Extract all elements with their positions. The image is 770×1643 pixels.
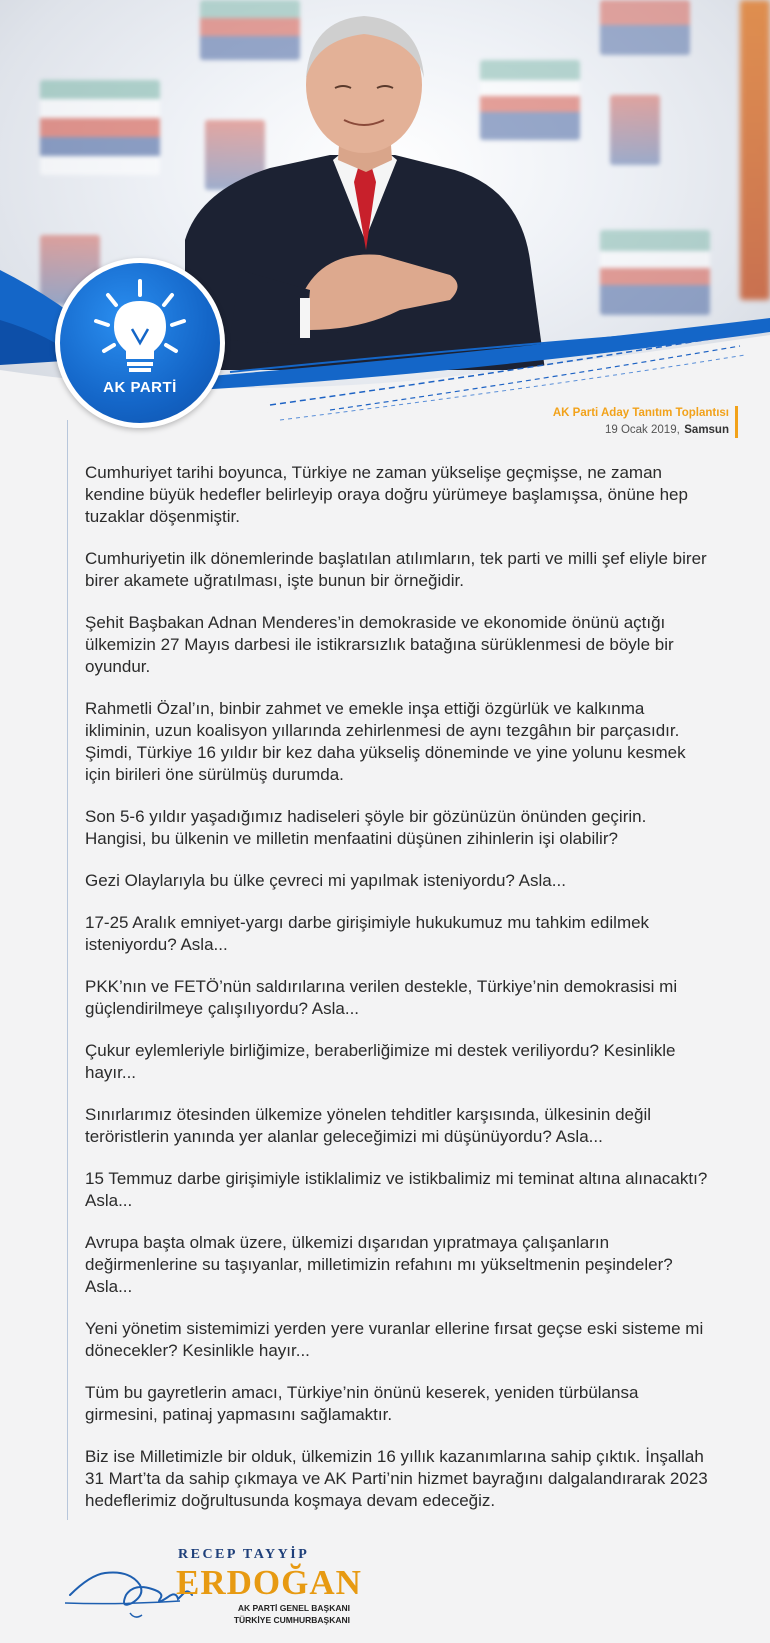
paragraph: Biz ise Milletimizle bir olduk, ülkemizin 16 yıllık kazanımlarına sahip çıktık. İnşallah 31 Mart’ta da sahip çıkmaya ve AK Parti’nin hizmet bayrağını dalgalandırarak 2023 hedeflerimiz doğrultusunda koşmaya devam edeceğiz. (85, 1447, 708, 1510)
lightbulb-icon (60, 263, 220, 423)
logo-label: AK PARTİ (103, 379, 177, 396)
paragraph: Avrupa başta olmak üzere, ülkemizi dışarıdan yıpratmaya çalışanların değirmenlerine su taşıyanlar, milletimizin refahını mı yükseltmenin peşindeler? Asla... (85, 1233, 673, 1296)
paragraph: Son 5-6 yıldır yaşadığımız hadiseleri şöyle bir gözünüzün önünden geçirin. Hangisi, bu ülkenin ve milletin menfaatini düşünen zihinlerin işi olabilir? (85, 807, 647, 848)
signature-title-president: TÜRKİYE CUMHURBAŞKANI (233, 1615, 350, 1625)
paragraph: Tüm bu gayretlerin amacı, Türkiye’nin önünü keserek, yeniden türbülansa girmesini, patinaj yapmasını sağlamaktır. (85, 1383, 639, 1424)
paragraph: Şehit Başbakan Adnan Menderes’in demokraside ve ekonomide önünü açtığı ülkemizin 27 Mayıs darbesi ile istikrarsızlık batağına sürüklenmesi de böyle bir oyundur. (85, 613, 674, 676)
signature-title-party: AK PARTİ GENEL BAŞKANI (237, 1603, 350, 1613)
paragraph: Yeni yönetim sistemimizi yerden yere vuranlar ellerine fırsat geçse eski sisteme mi dönecekler? Kesinlikle hayır... (85, 1319, 704, 1360)
paragraph: Çukur eylemleriyle birliğimize, beraberliğimize mi destek veriliyordu? Kesinlikle hayır... (85, 1041, 676, 1082)
event-info (553, 406, 738, 438)
paragraph: Gezi Olaylarıyla bu ülke çevreci mi yapılmak isteniyordu? Asla... (85, 871, 566, 890)
event-city: Samsun (684, 424, 729, 436)
signature-surname: ERDOĞAN (176, 1563, 362, 1602)
paragraph: 15 Temmuz darbe girişimiyle istiklalimiz ve istikbalimiz mi teminat altına alınacaktı? Asla... (85, 1169, 708, 1210)
event-date: 19 Ocak 2019, (604, 424, 680, 436)
speech-text (85, 462, 710, 1532)
ak-parti-logo (55, 258, 225, 428)
event-title: AK Parti Aday Tanıtım Toplantısı (552, 407, 729, 419)
paragraph: Sınırlarımız ötesinden ülkemize yönelen tehditler karşısında, ülkesinin değil teröristlerin yanında yer alanlar geleceğimizi mi düşünüyordu? Asla... (85, 1105, 652, 1146)
paragraph: PKK’nın ve FETÖ’nün saldırılarına verilen destekle, Türkiye’nin demokrasisi mi güçlendirilmeye çalışılıyordu? Asla... (85, 977, 678, 1018)
paragraph: Rahmetli Özal’ın, binbir zahmet ve emekle inşa ettiği özgürlük ve kalkınma ikliminin, uzun koalisyon yıllarında zehirlenmesi de aynı tezgâhın bir parçasıdır. Şimdi, Türkiye 16 yıldır bir kez daha yükseliş döneminde ve yine yolunu kesmek için birileri öne sürülmüş durumda. (85, 699, 686, 784)
paragraph: Cumhuriyet tarihi boyunca, Türkiye ne zaman yükselişe geçmişse, ne zaman kendine büyük hedefler belirleyip oraya doğru yürümeye başlamışsa, önüne hep tuzaklar döşenmiştir. (85, 463, 688, 526)
paragraph: 17-25 Aralık emniyet-yargı darbe girişimiyle hukukumuz mu tahkim edilmek isteniyordu? Asla... (85, 913, 650, 954)
paragraph: Cumhuriyetin ilk dönemlerinde başlatılan atılımların, tek parti ve milli şef eliyle birer birer akamete uğratılması, işte bunun bir örneğidir. (85, 549, 707, 590)
signature-first-names: RECEP TAYYİP (178, 1547, 310, 1562)
left-divider-line (67, 420, 68, 1520)
